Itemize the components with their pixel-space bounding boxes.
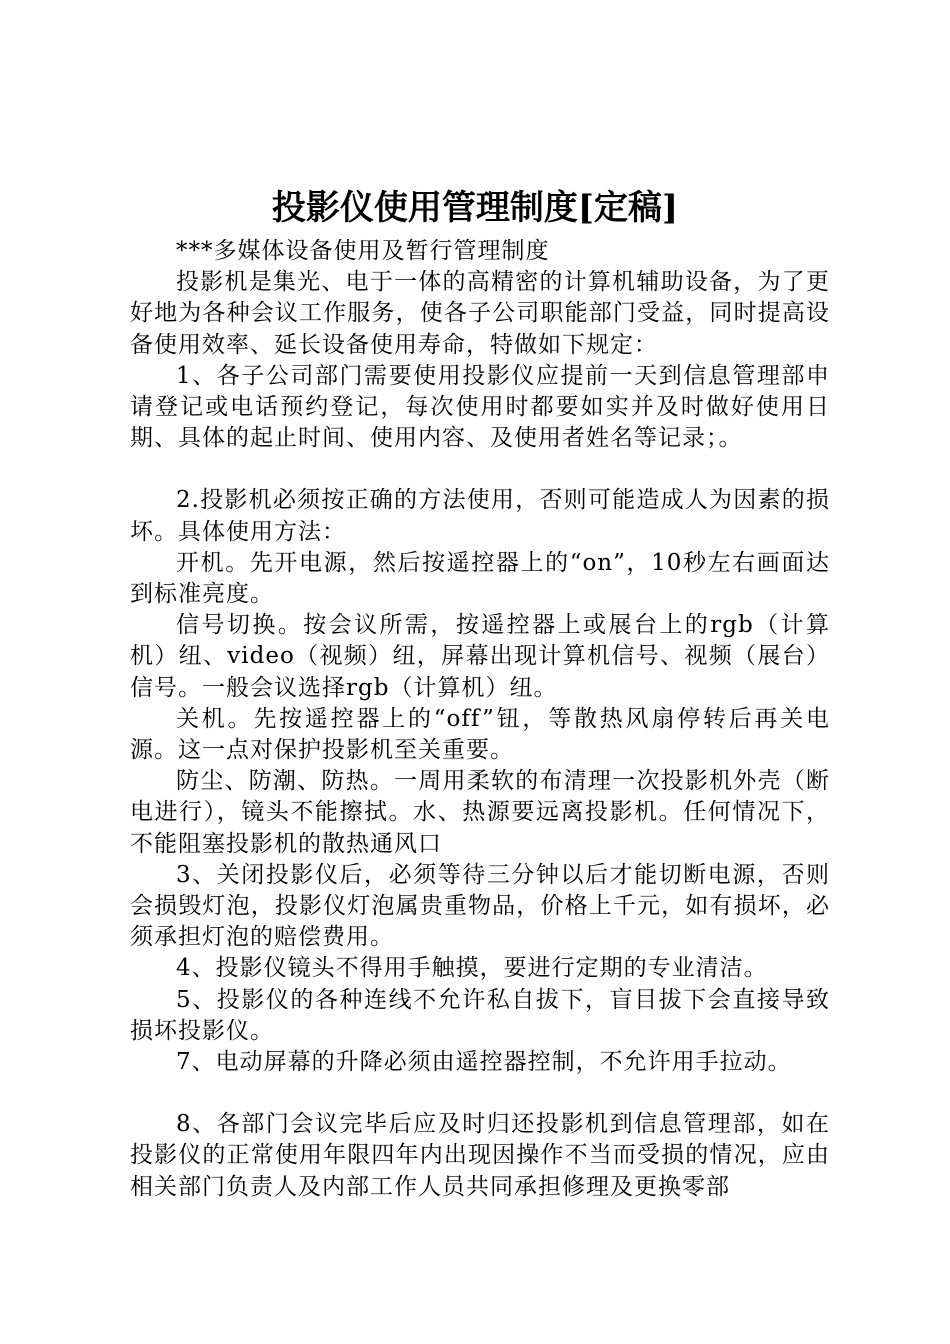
paragraph-rule-1: 1、各子公司部门需要使用投影仪应提前一天到信息管理部申请登记或电话预约登记，每次使用时都要如实并及时做好使用日期、具体的起止时间、使用内容、及使用者姓名等记录；。 [130, 362, 830, 452]
paragraph-power-on: 开机。先开电源，然后按遥控器上的“on”，10秒左右画面达到标准亮度。 [130, 549, 830, 608]
document-title: 投影仪使用管理制度[定稿] [271, 188, 679, 228]
paragraph-subtitle: ***多媒体设备使用及暂行管理制度 [176, 238, 550, 264]
paragraph-signal-switch: 信号切换。按会议所需，按遥控器上或展台上的rgb（计算机）纽、video（视频）纽，屏幕出现计算机信号、视频（展台）信号。一般会议选择rgb（计算机）纽。 [130, 612, 830, 701]
paragraph-intro: 投影机是集光、电于一体的高精密的计算机辅助设备，为了更好地为各种会议工作服务，使各子公司职能部门受益，同时提高设备使用效率、延长设备使用寿命，特做如下规定： [130, 269, 830, 358]
paragraph-protection: 防尘、防潮、防热。一周用柔软的布清理一次投影机外壳（断电进行），镜头不能擦拭。水、热源要远离投影机。任何情况下，不能阻塞投影机的散热通风口 [130, 768, 830, 857]
paragraph-rule-4: 4、投影仪镜头不得用手触摸，要进行定期的专业清洁。 [176, 955, 768, 982]
paragraph-rule-2: 2.投影机必须按正确的方法使用，否则可能造成人为因素的损坏。具体使用方法： [130, 487, 830, 545]
paragraph-power-off: 关机。先按遥控器上的“off”钮，等散热风扇停转后再关电源。这一点对保护投影机至关重要。 [130, 705, 830, 764]
paragraph-rule-7: 7、电动屏幕的升降必须由遥控器控制，不允许用手拉动。 [176, 1049, 792, 1076]
paragraph-rule-3: 3、关闭投影仪后，必须等待三分钟以后才能切断电源，否则会损毁灯泡，投影仪灯泡属贵重物品，价格上千元，如有损坏，必须承担灯泡的赔偿费用。 [130, 861, 830, 951]
paragraph-rule-5: 5、投影仪的各种连线不允许私自拔下，盲目拔下会直接导致损坏投影仪。 [130, 986, 830, 1044]
paragraph-rule-8: 8、各部门会议完毕后应及时归还投影机到信息管理部，如在投影仪的正常使用年限四年内出现因操作不当而受损的情况，应由相关部门负责人及内部工作人员共同承担修理及更换零部 [130, 1111, 830, 1200]
document-body [130, 236, 830, 1203]
